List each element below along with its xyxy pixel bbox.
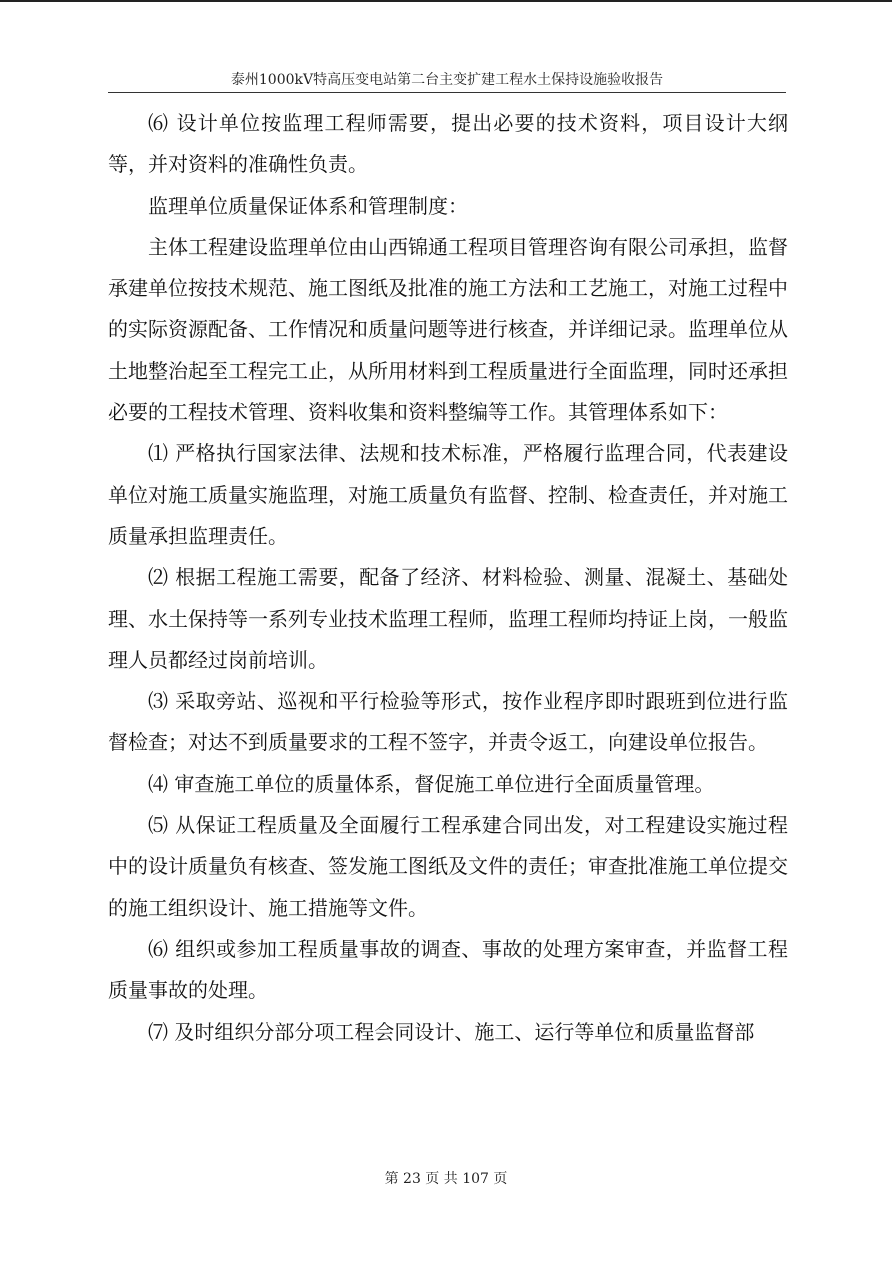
header-divider [108,92,786,93]
paragraph-item-6: ⑹ 组织或参加工程质量事故的调查、事故的处理方案审查，并监督工程质量事故的处理。 [108,936,788,1003]
page-header: 泰州1000kV特高压变电站第二台主变扩建工程水土保持设施验收报告 [230,72,664,88]
top-border-line [0,0,892,2]
paragraph-item-7: ⑺ 及时组织分部分项工程会同设计、施工、运行等单位和质量监督部 [148,1019,755,1044]
paragraph-item-4: ⑷ 审查施工单位的质量体系，督促施工单位进行全面质量管理。 [148,771,715,796]
paragraph-design-unit: ⑹ 设计单位按监理工程师需要，提出必要的技术资料，项目设计大纲等，并对资料的准确性负责。 [108,111,788,177]
paragraph-item-2: ⑵ 根据工程施工需要，配备了经济、材料检验、测量、混凝土、基础处理、水土保持等一系列专业技术监理工程师，监理工程师均持证上岗，一般监理人员都经过岗前培训。 [108,565,788,672]
paragraph-item-3: ⑶ 采取旁站、巡视和平行检验等形式，按作业程序即时跟班到位进行监督检查；对达不到质量要求的工程不签字，并责令返工，向建设单位报告。 [108,689,788,755]
page-number-footer: 第 23 页 共 107 页 [384,1171,508,1187]
document-body [108,103,788,1053]
paragraph-item-5: ⑸ 从保证工程质量及全面履行工程承建合同出发，对工程建设实施过程中的设计质量负有核查、签发施工图纸及文件的责任；审查批准施工单位提交的施工组织设计、施工措施等文件。 [108,813,788,920]
paragraph-supervision-intro: 主体工程建设监理单位由山西锦通工程项目管理咨询有限公司承担，监督承建单位按技术规范、施工图纸及批准的施工方法和工艺施工，对施工过程中的实际资源配备、工作情况和质量问题等进行核查，并详细记录。监理单位从土地整治起至工程完工止，从所用材料到工程质量进行全面监理，同时还承担必要的工程技术管理、资料收集和资料整编等工作。其管理体系如下： [108,234,788,425]
paragraph-section-heading: 监理单位质量保证体系和管理制度： [148,193,468,218]
paragraph-item-1: ⑴ 严格执行国家法律、法规和技术标准，严格履行监理合同，代表建设单位对施工质量实施监理，对施工质量负有监督、控制、检查责任，并对施工质量承担监理责任。 [108,441,788,548]
